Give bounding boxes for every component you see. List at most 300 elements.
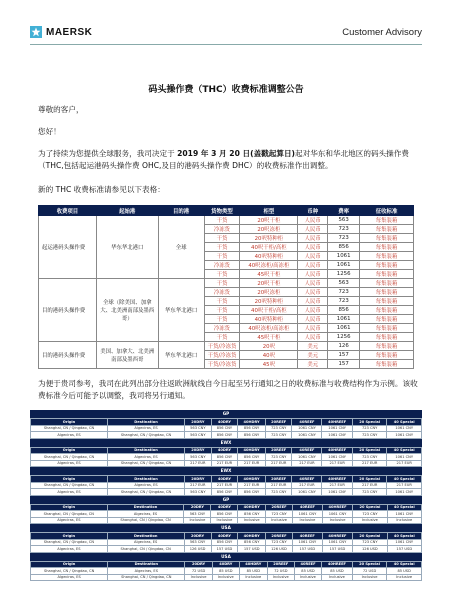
table-cell: 每集装箱	[360, 234, 414, 243]
table-cell: Algeciras, ES	[108, 425, 185, 432]
table-cell: 1061 CNY	[387, 432, 422, 439]
table-cell: 723	[328, 234, 360, 243]
table-cell: 每集装箱	[360, 315, 414, 324]
table-cell: 723 CNY	[352, 425, 386, 432]
page-title: 码头操作费（THC）收费标准调整公告	[148, 85, 304, 95]
table-cell: 217 EUR	[185, 482, 212, 489]
table-cell: 1061 CNY	[322, 425, 353, 432]
table-cell: 217 EUR	[352, 482, 386, 489]
table-cell: 157	[328, 351, 360, 360]
table-row	[31, 489, 422, 496]
table-cell: 每集装箱	[360, 243, 414, 252]
table-cell: 美元	[298, 360, 328, 369]
table-cell: 723 CNY	[265, 489, 292, 496]
table-cell: 美元	[298, 342, 328, 351]
table-cell: 723	[328, 297, 360, 306]
table-cell: Inclusive	[185, 574, 212, 581]
table-cell: 217 EUR	[352, 460, 386, 467]
column-header: 40HREEF	[322, 561, 353, 568]
column-header: Origin	[31, 419, 108, 426]
note-paragraph: 为便于贵司参考，我司在此列出部分往返欧洲航线自今日起至另行通知之日的收费标准与收费结构作为示例。该收费标准今后可能予以调整，我司将另行通知。	[38, 379, 418, 400]
column-header: 20REEF	[267, 561, 294, 568]
table-cell: Inclusive	[239, 574, 267, 581]
table-cell: 1061	[328, 252, 360, 261]
column-header: 20REEF	[265, 447, 292, 454]
table-cell: 1061 CNY	[292, 432, 322, 439]
table-cell: 157 USD	[292, 546, 322, 553]
table-cell: 干货	[204, 234, 240, 243]
table-cell: 人民币	[298, 243, 328, 252]
column-header: 40HREEF	[322, 533, 352, 540]
table-cell: 1061 CNY	[322, 432, 353, 439]
table-row	[31, 460, 422, 467]
table-cell: Algeciras, ES	[31, 574, 108, 581]
table-cell: 1061 CNY	[292, 454, 322, 461]
table-cell: Inclusive	[353, 517, 387, 524]
column-header: Origin	[31, 533, 108, 540]
table-cell: 856 CNY	[238, 511, 266, 518]
column-header: Destination	[107, 504, 184, 511]
table-cell: 856 CNY	[211, 425, 238, 432]
thc-rate-table	[38, 205, 414, 369]
table-cell: Inclusive	[293, 517, 323, 524]
column-header: 40REEF	[292, 447, 322, 454]
table-cell: 20呎	[240, 342, 298, 351]
column-header: 20 Special	[353, 504, 387, 511]
table-cell: Algeciras, ES	[31, 546, 108, 553]
table-cell: 723 CNY	[352, 454, 386, 461]
table-cell: 85 USD	[294, 568, 321, 575]
table-cell: 126 USD	[184, 546, 211, 553]
table-cell: 217 EUR	[292, 482, 322, 489]
table-cell: 72 USD	[352, 568, 387, 575]
table-cell: 人民币	[298, 315, 328, 324]
table-cell: 1061 CNY	[387, 425, 422, 432]
sub-rate-table	[30, 504, 422, 525]
table-row	[31, 574, 422, 581]
table-cell: 563	[328, 279, 360, 288]
greeting: 尊敬的客户，	[38, 105, 84, 114]
table-cell: Inclusive	[266, 517, 293, 524]
sub-table-title: USA	[30, 553, 422, 561]
new-standard-label: 新的 THC 收费标准请参见以下表格：	[38, 185, 165, 194]
table-cell: 563 CNY	[185, 432, 212, 439]
table-cell: 1061	[328, 261, 360, 270]
table-cell: Algeciras, ES	[108, 454, 185, 461]
table-cell: 每集装箱	[360, 360, 414, 369]
page-header	[0, 0, 452, 40]
table-cell: 干货	[204, 333, 240, 342]
table-cell: 20呎干柜	[240, 279, 298, 288]
table-cell: 人民币	[298, 306, 328, 315]
table-cell: 85 USD	[212, 568, 239, 575]
table-cell: 目的港码头操作费	[39, 342, 97, 369]
table-cell: 563 CNY	[184, 511, 211, 518]
table-cell: 217 EUR	[322, 460, 353, 467]
column-header: 40HDRY	[238, 447, 266, 454]
table-cell: 每集装箱	[360, 270, 414, 279]
table-cell: 723	[328, 225, 360, 234]
intro-date: 2019 年 3 月 20 日(盖戳起算日)	[177, 149, 296, 158]
table-cell: Inclusive	[387, 517, 421, 524]
table-cell: 45呎干柜	[240, 333, 298, 342]
table-cell: 40呎冻柜/高冻柜	[240, 324, 298, 333]
table-cell: Algeciras, ES	[108, 482, 185, 489]
column-header: 收费项目	[39, 206, 97, 216]
table-cell: 563 CNY	[185, 454, 212, 461]
table-cell: 1061 CNY	[322, 489, 353, 496]
column-header: 20DRY	[184, 533, 211, 540]
table-cell: Shanghai, CN / Qingdao, CN	[31, 454, 108, 461]
table-cell: 人民币	[298, 297, 328, 306]
column-header: 40 Special	[387, 419, 422, 426]
table-row	[31, 517, 422, 524]
table-cell: 干货	[204, 270, 240, 279]
table-cell: 干货/冷冻货	[204, 360, 240, 369]
table-cell: 每集装箱	[360, 252, 414, 261]
column-header: Destination	[108, 447, 185, 454]
table-cell: 157 USD	[238, 546, 266, 553]
table-cell: 每集装箱	[360, 351, 414, 360]
table-cell: 干货	[204, 252, 240, 261]
table-cell: 723 CNY	[352, 489, 386, 496]
table-cell: 干货	[204, 216, 240, 225]
table-cell: 157	[328, 360, 360, 369]
table-cell: 1061	[328, 315, 360, 324]
table-cell: 40呎特种柜	[240, 252, 298, 261]
column-header: 20DRY	[184, 504, 211, 511]
table-cell: Shanghai, CN / Qingdao, CN	[31, 511, 108, 518]
column-header: 40HDRY	[238, 504, 266, 511]
column-header: 20 Special	[353, 533, 387, 540]
table-cell: 美元	[298, 351, 328, 360]
table-cell: 217 EUR	[185, 460, 212, 467]
table-cell: Shanghai, CN / Qingdao, CN	[31, 482, 108, 489]
column-header: 20 Special	[352, 419, 386, 426]
sub-rate-table	[30, 532, 422, 553]
intro-paragraph	[38, 148, 418, 172]
table-cell: 每集装箱	[360, 342, 414, 351]
table-cell: 干货	[204, 279, 240, 288]
table-cell: 1061 CNY	[387, 511, 421, 518]
table-cell: Shanghai, CN / Qingdao, CN	[31, 568, 108, 575]
column-header: 40REEF	[292, 533, 322, 540]
table-cell: Algeciras, ES	[31, 489, 108, 496]
table-cell: 40呎干柜/高柜	[240, 243, 298, 252]
table-cell: 冷冻货	[204, 261, 240, 270]
table-cell: 华东华北港口	[158, 279, 204, 342]
table-cell: 563	[328, 216, 360, 225]
table-cell: 人民币	[298, 270, 328, 279]
table-cell: 126	[328, 342, 360, 351]
column-header: 40 Special	[387, 447, 422, 454]
sub-table-title: EWX	[30, 467, 422, 475]
table-cell: Shanghai, CN / Qingdao, CN	[108, 460, 185, 467]
table-cell: 856 CNY	[211, 511, 238, 518]
table-cell: 856	[328, 306, 360, 315]
table-cell: 856 CNY	[238, 539, 266, 546]
table-cell: 217 EUR	[238, 460, 266, 467]
column-header: 40REEF	[292, 476, 322, 483]
table-cell: 每集装箱	[360, 306, 414, 315]
intro-part-2: 起对华东和华北地区的码头操作费（THC,包括起运港码头操作费 OHC,及目的港码头操作费 DHC）的收费标准作出调整。	[38, 149, 409, 170]
table-cell: 起运港码头操作费	[39, 216, 97, 279]
table-cell: 目的港码头操作费	[39, 279, 97, 342]
table-cell: 干货	[204, 306, 240, 315]
table-cell: Inclusive	[212, 574, 239, 581]
table-cell: 157 USD	[387, 546, 421, 553]
table-cell: 126 USD	[266, 546, 293, 553]
table-cell: Inclusive	[352, 574, 387, 581]
table-cell: 723 CNY	[266, 539, 293, 546]
table-cell: 1061 CNY	[322, 511, 352, 518]
table-row	[39, 279, 414, 288]
column-header: 40HREEF	[322, 447, 353, 454]
column-header: 40HDRY	[239, 561, 267, 568]
table-cell: 1061 CNY	[387, 539, 421, 546]
table-cell: 723 CNY	[265, 432, 292, 439]
column-header: 40 Special	[387, 533, 421, 540]
column-header: Origin	[31, 561, 108, 568]
column-header: 40REEF	[292, 419, 322, 426]
table-cell: 217 EUR	[265, 460, 292, 467]
table-cell: Inclusive	[322, 517, 352, 524]
table-cell: 40呎	[240, 351, 298, 360]
table-cell: Algeciras, ES	[107, 511, 184, 518]
table-row	[39, 342, 414, 351]
column-header: Origin	[31, 504, 108, 511]
table-cell: 全球（除美国、加拿大、北美洲南部及墨西哥）	[96, 279, 158, 342]
table-cell: 723 CNY	[353, 511, 387, 518]
table-cell: Algeciras, ES	[31, 517, 108, 524]
table-cell: 每集装箱	[360, 261, 414, 270]
table-cell: 72 USD	[185, 568, 212, 575]
header-divider	[30, 44, 422, 45]
table-cell: 冷冻货	[204, 324, 240, 333]
table-cell: Algeciras, ES	[107, 539, 184, 546]
column-header: 40HDRY	[238, 419, 266, 426]
table-cell: Algeciras, ES	[31, 460, 108, 467]
table-cell: 干货	[204, 297, 240, 306]
table-cell: Shanghai, CN / Qingdao, CN	[108, 432, 185, 439]
table-cell: 每集装箱	[360, 297, 414, 306]
table-cell: 人民币	[298, 288, 328, 297]
table-cell: 45呎	[240, 360, 298, 369]
table-cell: 217 EUR	[292, 460, 322, 467]
column-header: 40DRY	[212, 561, 239, 568]
table-cell: 每集装箱	[360, 288, 414, 297]
column-header: 40HREEF	[322, 476, 353, 483]
table-cell: 217 EUR	[211, 482, 238, 489]
table-cell: 217 EUR	[322, 482, 353, 489]
table-cell: 美国、加拿大、北美洲南部及墨西哥	[96, 342, 158, 369]
column-header: Origin	[31, 476, 108, 483]
table-cell: Inclusive	[387, 574, 422, 581]
column-header: Destination	[108, 419, 185, 426]
table-cell: 723	[328, 288, 360, 297]
table-cell: 1061 CNY	[322, 539, 352, 546]
table-cell: Inclusive	[238, 517, 266, 524]
table-cell: 723 CNY	[265, 425, 292, 432]
customer-advisory-label: Customer Advisory	[342, 27, 422, 38]
maersk-logo	[30, 26, 92, 38]
table-header-row	[39, 206, 414, 216]
column-header: Destination	[107, 533, 184, 540]
table-cell: 人民币	[298, 225, 328, 234]
table-cell: 1061 CNY	[322, 454, 353, 461]
table-cell: 217 EUR	[238, 482, 266, 489]
table-cell: Inclusive	[211, 517, 238, 524]
sub-rate-table	[30, 475, 422, 496]
column-header: 40DRY	[211, 533, 238, 540]
table-cell: 856 CNY	[211, 489, 238, 496]
table-cell: 1256	[328, 333, 360, 342]
table-cell: 45呎干柜	[240, 270, 298, 279]
table-cell: 157 USD	[211, 546, 238, 553]
table-cell: Shanghai, CN / Qingdao, CN	[108, 574, 185, 581]
table-cell: Inclusive	[322, 574, 353, 581]
column-header: 40HDRY	[238, 533, 266, 540]
column-header: 40DRY	[211, 504, 238, 511]
column-header: 币种	[298, 206, 328, 216]
table-cell: 40呎冻柜/高冻柜	[240, 261, 298, 270]
intro-part-1: 为了持续为您提供全球服务，我司决定于	[38, 149, 178, 158]
column-header: 40HDRY	[238, 476, 266, 483]
table-cell: 人民币	[298, 324, 328, 333]
table-cell: 856 CNY	[238, 489, 266, 496]
column-header: 40DRY	[211, 419, 238, 426]
table-cell: 856 CNY	[211, 432, 238, 439]
table-cell: Shanghai, CN / Qingdao, CN	[108, 489, 185, 496]
column-header: 征收标准	[360, 206, 414, 216]
sub-table-title: GP	[30, 496, 422, 504]
table-cell: 每集装箱	[360, 279, 414, 288]
table-cell: 1061 CNY	[387, 489, 422, 496]
column-header: Destination	[108, 561, 185, 568]
table-cell: Inclusive	[294, 574, 321, 581]
column-header: Destination	[108, 476, 185, 483]
table-row	[39, 216, 414, 225]
table-cell: 每集装箱	[360, 216, 414, 225]
column-header: 费率	[328, 206, 360, 216]
table-cell: 人民币	[298, 216, 328, 225]
column-header: 起始港	[96, 206, 158, 216]
table-cell: 40呎干柜/高柜	[240, 306, 298, 315]
column-header: 20DRY	[185, 476, 212, 483]
table-cell: 563 CNY	[185, 425, 212, 432]
hello-text: 您好！	[38, 127, 61, 136]
table-cell: 126 USD	[353, 546, 387, 553]
table-cell: 1061 CNY	[387, 454, 422, 461]
table-cell: 人民币	[298, 333, 328, 342]
table-cell: 20呎特种柜	[240, 234, 298, 243]
table-cell: 20呎特种柜	[240, 297, 298, 306]
column-header: 20 Special	[352, 476, 386, 483]
sub-table-title: EWX	[30, 439, 422, 447]
column-header: 40REEF	[294, 561, 321, 568]
sub-rate-table	[30, 418, 422, 439]
table-cell: 全球	[158, 216, 204, 279]
column-header: 40REEF	[293, 504, 323, 511]
table-cell: 华东华北港口	[96, 216, 158, 279]
table-cell: 1061 CNY	[292, 425, 322, 432]
sub-table-title: USA	[30, 524, 422, 532]
table-cell: 723 CNY	[352, 432, 386, 439]
column-header: 货物类型	[204, 206, 240, 216]
table-row	[31, 432, 422, 439]
sub-rate-table	[30, 447, 422, 468]
column-header: Origin	[31, 447, 108, 454]
table-cell: 冷冻货	[204, 225, 240, 234]
table-cell: Inclusive	[267, 574, 294, 581]
column-header: 40 Special	[387, 476, 422, 483]
column-header: 40HREEF	[322, 419, 353, 426]
column-header: 20REEF	[265, 419, 292, 426]
table-row	[31, 546, 422, 553]
table-cell: 563 CNY	[185, 489, 212, 496]
table-cell: 856 CNY	[211, 539, 238, 546]
column-header: 20REEF	[266, 504, 293, 511]
table-cell: 856 CNY	[211, 454, 238, 461]
table-cell: 人民币	[298, 234, 328, 243]
table-cell: 干货/冷冻货	[204, 351, 240, 360]
table-cell: 563 CNY	[184, 539, 211, 546]
column-header: 目的港	[158, 206, 204, 216]
table-cell: 每集装箱	[360, 333, 414, 342]
table-cell: 856 CNY	[238, 432, 266, 439]
table-cell: 157 USD	[322, 546, 352, 553]
table-cell: 723 CNY	[265, 454, 292, 461]
table-cell: 每集装箱	[360, 324, 414, 333]
column-header: 40 Special	[387, 504, 421, 511]
brand-name: MAERSK	[46, 26, 93, 38]
table-cell: 1061	[328, 324, 360, 333]
table-cell: 217 EUR	[387, 460, 422, 467]
table-cell: Algeciras, ES	[31, 432, 108, 439]
example-rate-tables	[30, 410, 422, 581]
table-cell: 华东华北港口	[158, 342, 204, 369]
table-cell: 1256	[328, 270, 360, 279]
table-cell: 40呎特种柜	[240, 315, 298, 324]
column-header: 柜型	[240, 206, 298, 216]
table-cell: 人民币	[298, 252, 328, 261]
table-cell: 20呎冻柜	[240, 288, 298, 297]
table-cell: Shanghai, CN / Qingdao, CN	[31, 539, 108, 546]
table-cell: 1061 CNY	[293, 511, 323, 518]
table-cell: Shanghai, CN / Qingdao, CN	[107, 546, 184, 553]
table-cell: 72 USD	[267, 568, 294, 575]
table-cell: 1061 CNY	[292, 489, 322, 496]
table-cell: 85 USD	[322, 568, 353, 575]
table-cell: 723 CNY	[353, 539, 387, 546]
column-header: 20DRY	[185, 561, 212, 568]
table-cell: 85 USD	[387, 568, 422, 575]
table-cell: 723 CNY	[266, 511, 293, 518]
column-header: 40DRY	[211, 447, 238, 454]
table-cell: 856 CNY	[238, 454, 266, 461]
table-cell: 856	[328, 243, 360, 252]
table-cell: Inclusive	[184, 517, 211, 524]
table-cell: 1061 CNY	[292, 539, 322, 546]
column-header: 20DRY	[185, 419, 212, 426]
table-cell: 217 EUR	[265, 482, 292, 489]
table-cell: Algeciras, ES	[108, 568, 185, 575]
table-cell: 20呎干柜	[240, 216, 298, 225]
column-header: 40DRY	[211, 476, 238, 483]
table-cell: 85 USD	[239, 568, 267, 575]
table-cell: 干货	[204, 243, 240, 252]
column-header: 20DRY	[185, 447, 212, 454]
